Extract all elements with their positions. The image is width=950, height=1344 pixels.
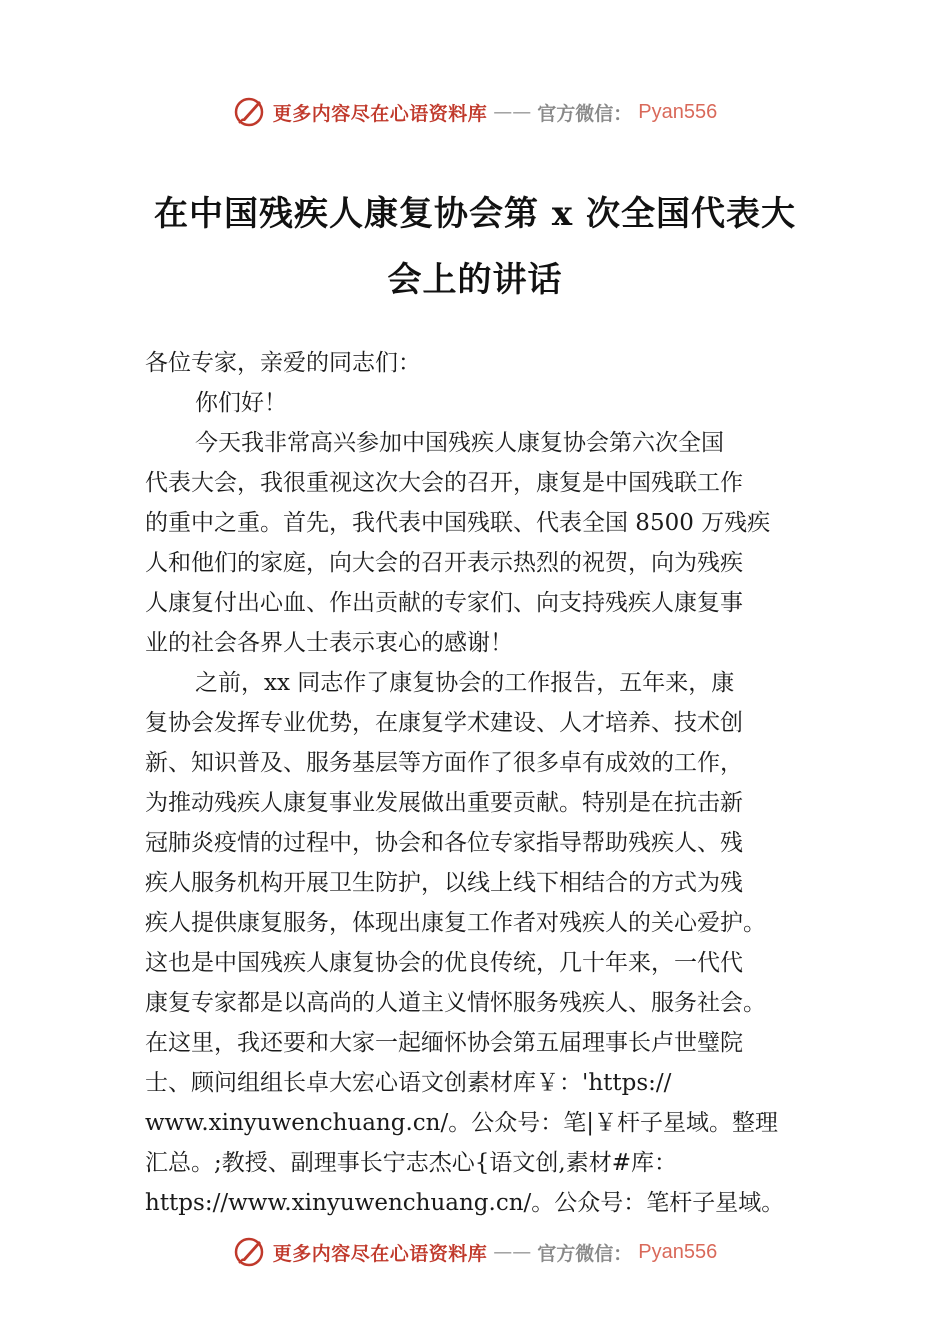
quill-logo-icon xyxy=(233,95,267,129)
body-line: 士、顾问组组长卓大宏心语文创素材库￥：'https:// xyxy=(145,1070,672,1096)
banner-wechat-label: 官方微信： xyxy=(537,1242,633,1265)
footer-banner xyxy=(0,1232,950,1272)
body-line: https://www.xinyuwenchuang.cn/。公众号：笔杆子星域。 xyxy=(145,1190,785,1216)
body-line: 代表大会，我很重视这次大会的召开，康复是中国残联工作 xyxy=(145,470,743,496)
header-banner xyxy=(0,92,950,132)
body-line: 疾人提供康复服务，体现出康复工作者对残疾人的关心爱护。 xyxy=(145,910,766,936)
body-line: 康复专家都是以高尚的人道主义情怀服务残疾人、服务社会。 xyxy=(145,990,766,1016)
document-body xyxy=(145,343,810,1223)
banner-wechat-label: 官方微信： xyxy=(537,102,633,125)
salutation: 各位专家，亲爱的同志们： xyxy=(145,350,421,376)
body-line: 这也是中国残疾人康复协会的优良传统，几十年来，一代代 xyxy=(145,950,743,976)
body-line: 为推动残疾人康复事业发展做出重要贡献。特别是在抗击新 xyxy=(145,790,743,816)
body-line: 新、知识普及、服务基层等方面作了很多卓有成效的工作， xyxy=(145,750,743,776)
document-title-line-1: 在中国残疾人康复协会第 x 次全国代表大 xyxy=(154,194,796,234)
banner-text: 更多内容尽在心语资料库 xyxy=(272,102,488,125)
body-line: 疾人服务机构开展卫生防护，以线上线下相结合的方式为残 xyxy=(145,870,743,896)
body-line: 业的社会各界人士表示衷心的感谢！ xyxy=(145,630,513,656)
greeting: 你们好！ xyxy=(195,390,287,416)
body-line: 今天我非常高兴参加中国残疾人康复协会第六次全国 xyxy=(195,430,724,456)
banner-wechat-id: Pyan556 xyxy=(638,100,718,123)
body-line: www.xinyuwenchuang.cn/。公众号：笔|￥杆子星域。整理 xyxy=(145,1110,778,1136)
banner-wechat-id: Pyan556 xyxy=(638,1240,718,1263)
body-line: 冠肺炎疫情的过程中，协会和各位专家指导帮助残疾人、残 xyxy=(145,830,743,856)
body-line: 之前，xx 同志作了康复协会的工作报告，五年来，康 xyxy=(195,670,735,696)
banner-dash: —— xyxy=(493,101,532,123)
document-title-line-2: 会上的讲话 xyxy=(387,260,563,300)
quill-logo-icon xyxy=(233,1235,267,1269)
banner-dash: —— xyxy=(493,1241,532,1263)
body-line: 人康复付出心血、作出贡献的专家们、向支持残疾人康复事 xyxy=(145,590,743,616)
body-line: 汇总。;教授、副理事长宁志杰心{语文创,素材#库： xyxy=(145,1150,677,1176)
banner-text: 更多内容尽在心语资料库 xyxy=(272,1242,488,1265)
body-line: 复协会发挥专业优势，在康复学术建设、人才培养、技术创 xyxy=(145,710,743,736)
body-line: 人和他们的家庭，向大会的召开表示热烈的祝贺，向为残疾 xyxy=(145,550,743,576)
body-line: 在这里，我还要和大家一起缅怀协会第五届理事长卢世璧院 xyxy=(145,1030,743,1056)
body-line: 的重中之重。首先，我代表中国残联、代表全国 8500 万残疾 xyxy=(145,510,771,536)
